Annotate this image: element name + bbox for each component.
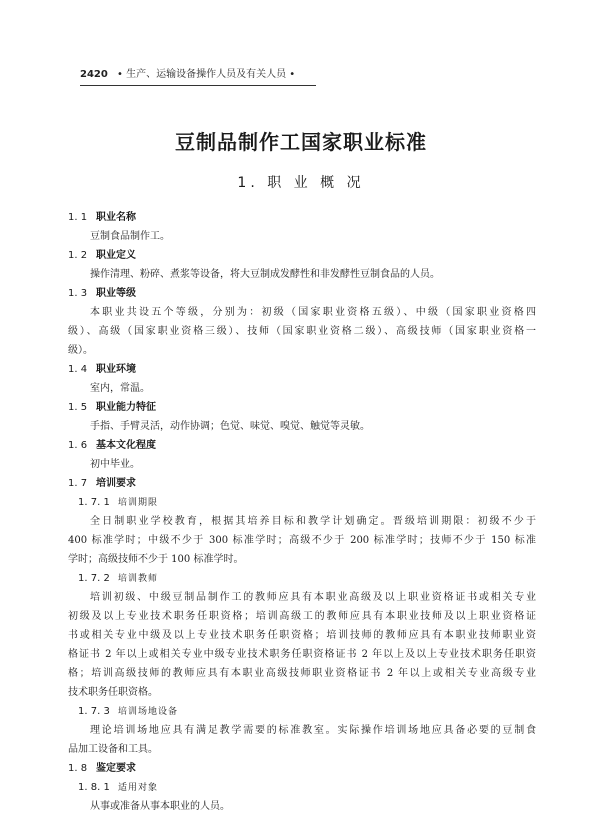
paragraph-line: 全日制职业学校教育，根据其培养目标和教学计划确定。晋级培训期限：初级不少于 — [90, 516, 536, 527]
paragraph-line: 格；培训高级技师的教师应具有本职业高级技师职业资格证书 2 年以上或相关专业高级专业 — [68, 668, 536, 679]
subsection-heading — [68, 702, 536, 721]
heading-number: 1. 8. 1 — [78, 782, 110, 793]
heading-text: 适用对象 — [118, 783, 159, 793]
section-heading — [68, 398, 536, 417]
heading-number: 1. 6 — [68, 440, 88, 451]
running-header-text: • 生产、运输设备操作人员及有关人员 • — [117, 69, 296, 80]
paragraph-line: 格证书 2 年以上或相关专业中级专业技术职务任职资格证书 2 年以上及以上专业技术职务任职资 — [68, 649, 536, 660]
heading-number: 1. 7. 3 — [78, 706, 110, 717]
paragraph-line: 级）、高级（国家职业资格三级）、技师（国家职业资格二级）、高级技师（国家职业资格一 — [68, 326, 536, 337]
section-heading — [68, 759, 536, 778]
heading-text: 培训场地设备 — [118, 707, 179, 717]
paragraph-line: 本职业共设五个等级，分别为：初级（国家职业资格五级）、中级（国家职业资格四 — [90, 307, 536, 318]
heading-number: 1. 8 — [68, 763, 88, 774]
section-heading — [68, 436, 536, 455]
paragraph-line: 从事或准备从事本职业的人员。 — [90, 801, 230, 812]
document-body — [68, 208, 536, 816]
document-title: 豆制品制作工国家职业标准 — [175, 130, 427, 154]
heading-text: 培训教师 — [118, 574, 159, 584]
heading-text: 鉴定要求 — [96, 763, 136, 774]
running-header — [80, 68, 316, 82]
heading-text: 职业名称 — [96, 212, 136, 223]
paragraph-line: 品加工设备和工具。 — [68, 744, 158, 755]
heading-text: 职业定义 — [96, 250, 136, 261]
paragraph-line: 级）。 — [68, 345, 93, 356]
subsection-heading — [68, 778, 536, 797]
paragraph-line: 理论培训场地应具有满足教学需要的标准教室。实际操作培训场地应具备必要的豆制食 — [90, 725, 536, 736]
heading-text: 职业环境 — [96, 364, 136, 375]
heading-number: 1. 5 — [68, 402, 88, 413]
heading-text: 职业等级 — [96, 288, 136, 299]
paragraph-line: 室内，常温。 — [90, 383, 150, 394]
heading-text: 培训要求 — [96, 478, 136, 489]
heading-text: 职业能力特征 — [96, 402, 156, 413]
heading-number: 1. 7. 2 — [78, 573, 110, 584]
paragraph-line: 初中毕业。 — [90, 459, 140, 470]
heading-number: 1. 7 — [68, 478, 88, 489]
section-heading — [68, 208, 536, 227]
paragraph-line: 培训初级、中级豆制品制作工的教师应具有本职业高级及以上职业资格证书或相关专业 — [90, 592, 536, 603]
paragraph-line: 400 标准学时；中级不少于 300 标准学时；高级不少于 200 标准学时；技师不少于 150 标准 — [68, 535, 536, 546]
section-heading — [68, 360, 536, 379]
heading-number: 1. 2 — [68, 250, 88, 261]
paragraph-line: 操作清理、粉碎、煮浆等设备，将大豆制成发酵性和非发酵性豆制食品的人员。 — [90, 269, 440, 280]
heading-number: 1. 7. 1 — [78, 497, 110, 508]
section-heading — [68, 474, 536, 493]
heading-text: 基本文化程度 — [96, 440, 156, 451]
section-heading — [68, 246, 536, 265]
section-title: 1. 职 业 概 况 — [237, 175, 365, 191]
section-heading — [68, 284, 536, 303]
heading-number: 1. 3 — [68, 288, 88, 299]
page-number: 2420 — [80, 69, 108, 80]
heading-number: 1. 1 — [68, 212, 88, 223]
paragraph-line: 书或相关专业中级及以上专业技术职务任职资格；培训技师的教师应具有本职业技师职业资 — [68, 630, 536, 641]
heading-number: 1. 4 — [68, 364, 88, 375]
paragraph-line: 初级及以上专业技术职务任职资格；培训高级工的教师应具有本职业技师及以上职业资格证 — [68, 611, 536, 622]
paragraph-line: 技术职务任职资格。 — [68, 687, 158, 698]
paragraph-line: 豆制食品制作工。 — [90, 231, 170, 242]
paragraph-line: 手指、手臂灵活，动作协调；色觉、味觉、嗅觉、触觉等灵敏。 — [90, 421, 370, 432]
header-rule — [80, 85, 316, 86]
paragraph-line: 学时；高级技师不少于 100 标准学时。 — [68, 554, 244, 565]
heading-text: 培训期限 — [118, 498, 159, 508]
subsection-heading — [68, 493, 536, 512]
subsection-heading — [68, 569, 536, 588]
